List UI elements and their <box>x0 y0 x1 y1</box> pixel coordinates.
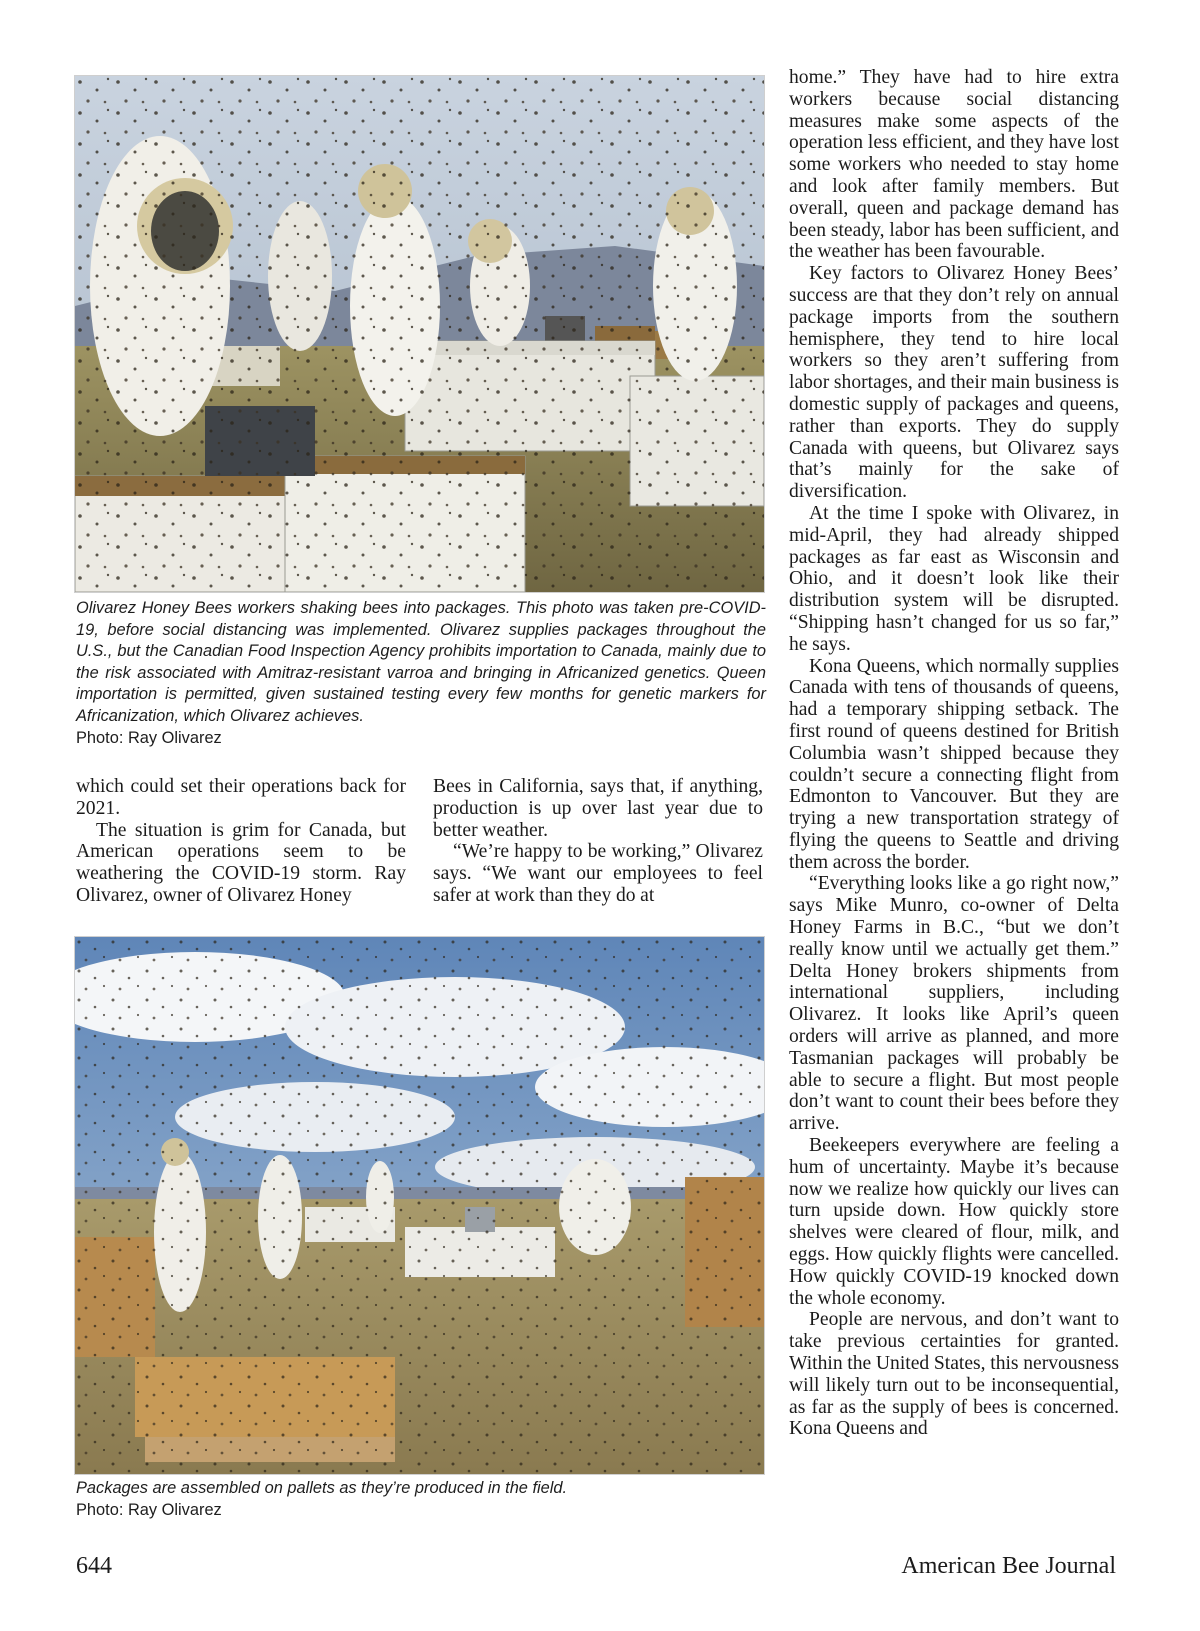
journal-name: American Bee Journal <box>901 1553 1116 1579</box>
paragraph: “Everything looks like a go right now,” says Mike Munro, co-owner of Delta Honey Farms in B.C., “but we don’t really know until we actually get them.” Delta Honey brokers shipments from international suppliers, including Olivarez. It looks like April’s queen orders will arrive as planned, and more Tasmanian packages will probably be able to secure a flight. But most people don’t want to count their bees before they arrive. <box>789 873 1119 1135</box>
page-number: 644 <box>76 1553 112 1579</box>
paragraph: At the time I spoke with Olivarez, in mid-April, they had already shipped packages as far east as Wisconsin and Ohio, and it doesn’t look like their distribution system will be disrupted. “Shipping hasn’t changed for us so far,” he says. <box>789 502 1119 655</box>
figure-caption-1 <box>76 598 766 749</box>
article-column-left-2 <box>433 776 763 907</box>
paragraph: home.” They have had to hire extra workers because social distancing measures make some aspects of the operation less efficient, and they have lost some workers who needed to stay home and look after family members. But overall, queen and package demand has been steady, labor has been sufficient, and the weather has been favourable. <box>789 67 1119 263</box>
photo-beekeepers-shaking-bees <box>74 75 765 593</box>
photo-pallets-illustration <box>75 937 764 1474</box>
figure-credit-2: Photo: Ray Olivarez <box>76 1500 222 1519</box>
article-column-left-1 <box>76 776 406 907</box>
paragraph: Kona Queens, which normally supplies Canada with tens of thousands of queens, had a temporary shipping setback. The first round of queens destined for British Columbia wasn’t shipped because they couldn’t secure a connecting flight from Edmonton to Vancouver. But they are trying a new transportation strategy of flying the queens to Seattle and driving them across the border. <box>789 655 1119 873</box>
paragraph: “We’re happy to be working,” Olivarez says. “We want our employees to feel safer at work than they do at <box>433 841 763 906</box>
paragraph: People are nervous, and don’t want to take previous certainties for granted. Within the United States, this nervousness will likely turn out to be inconsequential, as far as the supply of bees is concerned. Kona Queens and <box>789 1309 1119 1440</box>
paragraph: Bees in California, says that, if anything, production is up over last year due to better weather. <box>433 776 763 841</box>
photo-packages-on-pallets <box>74 936 765 1475</box>
paragraph: The situation is grim for Canada, but American operations seem to be weathering the COVID-19 storm. Ray Olivarez, owner of Olivarez Honey <box>76 819 406 906</box>
figure-credit-1: Photo: Ray Olivarez <box>76 728 222 747</box>
photo-beekeepers-illustration <box>75 76 764 592</box>
paragraph: Key factors to Olivarez Honey Bees’ success are that they don’t rely on annual package imports from the southern hemisphere, they tend to hire local workers so they aren’t suffering from labor shortages, and their main business is domestic supply of packages and queens, rather than exports. They do supply Canada with queens, but Olivarez says that’s mainly for the sake of diversification. <box>789 263 1119 503</box>
paragraph: Beekeepers everywhere are feeling a hum of uncertainty. Maybe it’s because now we realize how quickly our lives can turn upside down. How quickly store shelves were cleared of flour, milk, and eggs. How quickly flights were cancelled. How quickly COVID-19 knocked down the whole economy. <box>789 1135 1119 1309</box>
article-column-right <box>789 67 1119 1440</box>
figure-caption-2 <box>76 1478 766 1521</box>
figure-caption-1-text: Olivarez Honey Bees workers shaking bees into packages. This photo was taken pre-COVID-19, before social distancing was implemented. Olivarez supplies packages throughout the U.S., but the Canadian Food Inspection Agency prohibits importation to Canada, mainly due to the risk associated with Amitraz-resistant varroa and bringing in Africanized genetics. Queen importation is permitted, given sustained testing every few months for genetic markers for Africanization, which Olivarez achieves. <box>76 599 766 725</box>
paragraph: which could set their operations back for 2021. <box>76 776 406 819</box>
figure-caption-2-text: Packages are assembled on pallets as they’re produced in the field. <box>76 1479 568 1497</box>
